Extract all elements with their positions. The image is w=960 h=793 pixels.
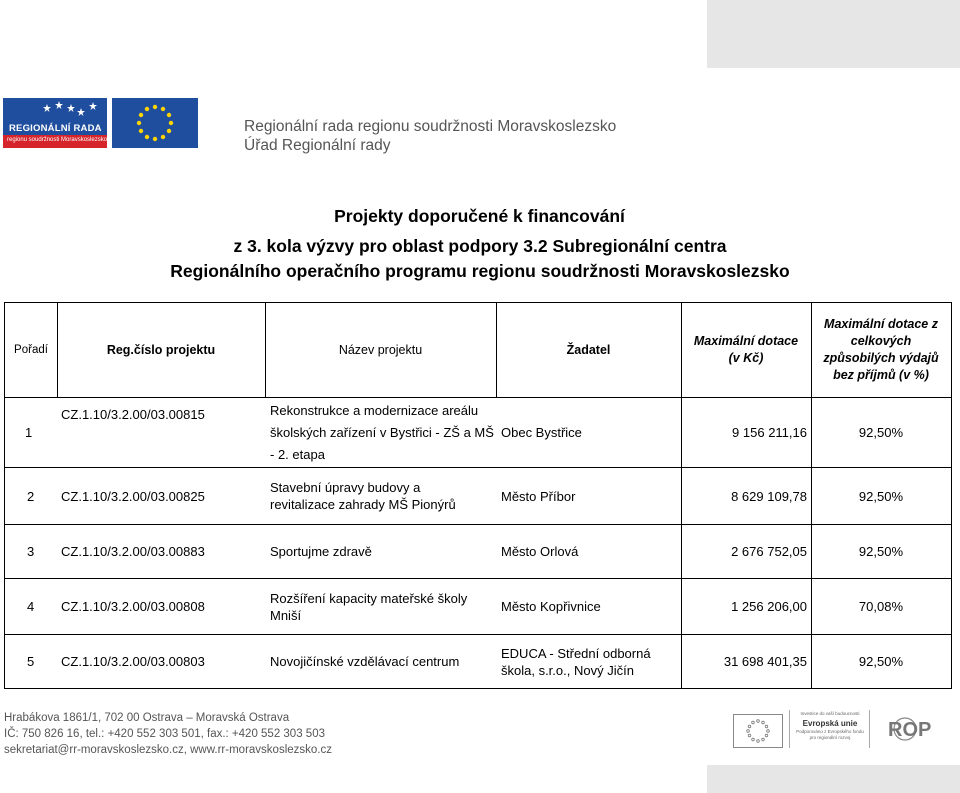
row-poradi: 1 — [25, 425, 33, 440]
organization-header — [244, 117, 616, 155]
eu-stars-icon — [112, 98, 198, 148]
row-nazev: Rozšíření kapacity mateřské školy Mniší — [270, 590, 468, 623]
title-line-3: Regionálního operačního programu regionu soudržnosti Moravskoslezsko — [170, 261, 790, 281]
row-procento: 92,50% — [858, 425, 903, 440]
footer-email-web: sekretariat@rr-moravskoslezsko.cz, www.rr-moravskoslezsko.cz — [4, 744, 332, 756]
table-row — [5, 579, 951, 635]
row-dotace: 9 156 211,16 — [732, 425, 807, 440]
title-line-1: Projekty doporučené k financování — [334, 206, 625, 226]
row-reg-cislo: CZ.1.10/3.2.00/03.00815 — [61, 407, 205, 422]
row-procento: 92,50% — [858, 654, 903, 669]
document-title — [0, 204, 960, 284]
row-procento: 92,50% — [858, 488, 903, 504]
row-poradi: 4 — [27, 599, 35, 614]
header-max-dotace: Maximální dotace (v Kč) — [693, 334, 799, 365]
bottom-gray-block — [707, 765, 960, 793]
org-office: Úřad Regionální rady — [244, 137, 391, 154]
footer-eu-fund: Podporováno z Evropského fondu pro regionální rozvoj — [796, 729, 864, 740]
row-poradi: 5 — [27, 654, 35, 669]
stars-icon — [3, 98, 107, 120]
row-zadatel: Město Kopřivnice — [501, 599, 601, 614]
title-line-2: z 3. kola výzvy pro oblast podpory 3.2 Subregionální centra — [233, 236, 727, 256]
row-nazev: Stavební úpravy budovy a revitalizace zahrady MŠ Pionýrů — [270, 480, 456, 512]
header-zadatel: Žadatel — [566, 342, 611, 357]
rop-logo-icon — [875, 712, 937, 746]
table-row — [5, 398, 951, 468]
logo-rr-subtitle: regionu soudržnosti Moravskoslezsko — [7, 137, 108, 143]
footer-address: Hrabákova 1861/1, 702 00 Ostrava – Moravská Ostrava — [4, 712, 290, 724]
footer-eu-flag-icon — [733, 714, 783, 748]
footer-separator — [789, 710, 790, 748]
regionalni-rada-logo — [3, 98, 107, 148]
row-dotace: 8 629 109,78 — [731, 488, 807, 504]
org-name: Regionální rada regionu soudržnosti Moravskoslezsko — [244, 118, 617, 135]
row-reg-cislo: CZ.1.10/3.2.00/03.00825 — [61, 488, 205, 504]
row-nazev: Rekonstrukce a modernizace areálu školských zařízení v Bystřici - ZŠ a MŠ - 2. etapa — [270, 402, 494, 462]
row-dotace: 1 256 206,00 — [731, 599, 807, 614]
row-procento: 70,08% — [858, 599, 903, 614]
header-max-procento: Maximální dotace z celkových způsobilých výdajů bez příjmů (v %) — [823, 317, 939, 382]
table-row — [5, 635, 951, 688]
table-header-row — [5, 303, 951, 398]
table-row — [5, 468, 951, 525]
footer-contact — [4, 710, 332, 758]
header-reg-cislo: Reg.číslo projektu — [106, 342, 216, 357]
row-dotace: 31 698 401,35 — [723, 654, 807, 669]
footer-eu-top: Investice do vaší budoucnosti — [800, 711, 860, 716]
top-gray-block — [707, 0, 960, 68]
row-poradi: 3 — [27, 544, 35, 559]
row-procento: 92,50% — [858, 544, 903, 559]
projects-table — [4, 302, 952, 689]
row-dotace: 2 676 752,05 — [731, 544, 807, 559]
header-poradi: Pořadí — [14, 343, 48, 356]
row-poradi: 2 — [27, 488, 35, 504]
footer-eu-name: Evropská unie — [802, 719, 858, 728]
row-reg-cislo: CZ.1.10/3.2.00/03.00883 — [61, 544, 205, 559]
header-nazev: Název projektu — [338, 342, 423, 357]
row-zadatel: Město Příbor — [501, 488, 576, 504]
footer-phone: IČ: 750 826 16, tel.: +420 552 303 501, fax.: +420 552 303 503 — [4, 728, 325, 740]
table-row — [5, 525, 951, 579]
row-zadatel: Obec Bystřice — [501, 425, 582, 440]
row-reg-cislo: CZ.1.10/3.2.00/03.00803 — [61, 654, 205, 669]
eu-flag-logo — [112, 98, 198, 148]
row-nazev: Sportujme zdravě — [270, 544, 372, 559]
row-zadatel: Město Orlová — [501, 544, 579, 559]
logo-rr-title: REGIONÁLNÍ RADA — [9, 123, 102, 134]
row-nazev: Novojičínské vzdělávací centrum — [270, 654, 460, 669]
rop-logo-text: ROP — [888, 719, 932, 741]
footer-eu-label — [796, 711, 864, 741]
row-zadatel: EDUCA - Střední odborná škola, s.r.o., Nový Jičín — [501, 645, 651, 678]
footer-separator — [869, 710, 870, 748]
row-reg-cislo: CZ.1.10/3.2.00/03.00808 — [61, 599, 205, 614]
